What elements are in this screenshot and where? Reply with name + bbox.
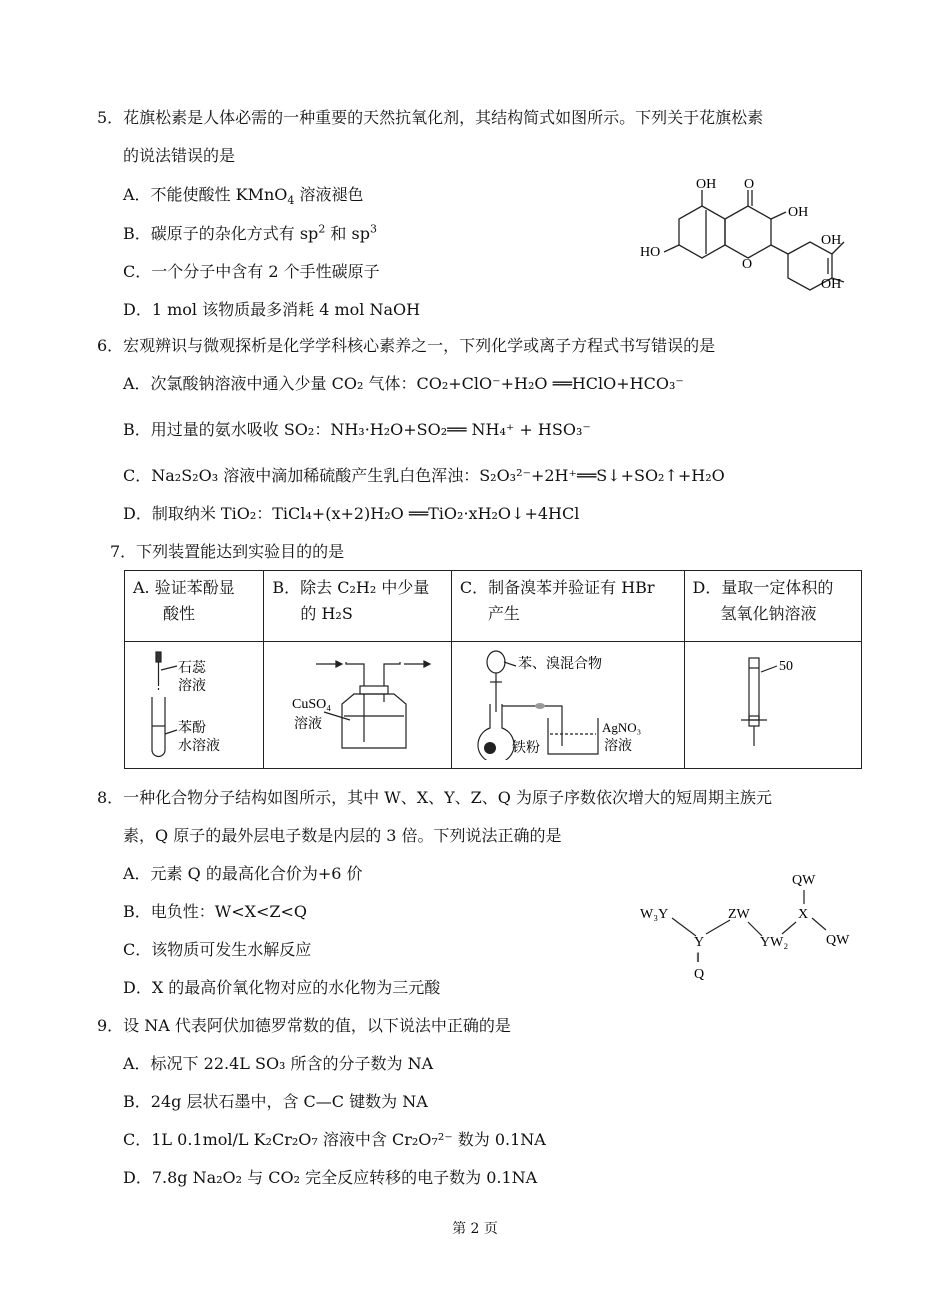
q8-label-yw2: YW₂ <box>760 935 789 950</box>
q8-label-qw-right: QW <box>826 933 850 948</box>
page-number: 第 2 页 <box>452 1221 498 1237</box>
q7-c-label-mixture: 苯、溴混合物 <box>517 657 602 672</box>
q6-option-b: B．用过量的氨水吸收 SO₂：NH₃·H₂O+SO₂══ NH₄⁺ + HSO₃⁻ <box>123 420 591 439</box>
q6-option-a: A．次氯酸钠溶液中通入少量 CO₂ 气体：CO₂+ClO⁻+H₂O ══HClO+HCO₃⁻ <box>123 374 684 393</box>
q9-stem: 9．设 NA 代表阿伏加德罗常数的值，以下说法中正确的是 <box>97 1016 511 1035</box>
q7-a-label-aqueous: 水溶液 <box>178 739 220 754</box>
q7-figure-a-drawing <box>125 642 263 760</box>
q9-option-c: C．1L 0.1mol/L K₂Cr₂O₇ 溶液中含 Cr₂O₇²⁻ 数为 0.1NA <box>123 1130 546 1149</box>
q7-figure-a <box>125 642 264 769</box>
q8-label-zw: ZW <box>728 907 750 922</box>
q5-benzene-ring-a <box>679 206 725 258</box>
q9-option-d: D．7.8g Na₂O₂ 与 CO₂ 完全反应转移的电子数为 0.1NA <box>123 1168 538 1187</box>
q5-option-a: A．不能使酸性 KMnO$_4$ 溶液褪色 <box>123 185 364 208</box>
q8-label-qw-top: QW <box>792 873 816 888</box>
q8-label-y: Y <box>694 935 705 950</box>
q6-option-c: C．Na₂S₂O₃ 溶液中滴加稀硫酸产生乳白色浑浊：S₂O₃²⁻+2H⁺══S↓+SO₂↑+H₂O <box>123 466 725 485</box>
q7-header-b: B．除去 C₂H₂ 中少量 的 H₂S <box>264 571 452 642</box>
q5-option-b: B．碳原子的杂化方式有 $sp^2$ 和 $sp^3$ <box>123 222 377 243</box>
q9-option-b: B．24g 层状石墨中，含 C—C 键数为 NA <box>123 1092 428 1111</box>
q6-stem: 6．宏观辨识与微观探析是化学学科核心素养之一，下列化学或离子方程式书写错误的是 <box>97 336 716 355</box>
q7-apparatus-table <box>124 570 862 769</box>
q8-label-q: Q <box>694 967 705 982</box>
q7-a-label-phenol: 苯酚 <box>178 721 206 736</box>
q7-d-label-50: 50 <box>778 659 793 674</box>
q7-figure-c-drawing <box>452 642 683 760</box>
q7-header-c: C．制备溴苯并验证有 HBr 产生 <box>451 571 684 642</box>
q5-option-c: C．一个分子中含有 2 个手性碳原子 <box>123 262 380 281</box>
q7-c-label-iron: 铁粉 <box>511 741 540 756</box>
q8-option-b: B．电负性：W<X<Z<Q <box>123 902 308 921</box>
q5-pyranone-ring <box>725 206 771 258</box>
q7-c-label-agno3: AgNO₃ <box>601 720 642 735</box>
q8-structure-figure <box>636 866 866 986</box>
q8-stem-line2: 素，Q 原子的最外层电子数是内层的 3 倍。下列说法正确的是 <box>123 826 562 845</box>
q5-label-ho: HO <box>640 245 661 260</box>
q5-label-oh4: OH <box>821 277 842 292</box>
q7-figure-b-drawing <box>264 642 450 760</box>
q7-a-label-litmus: 石蕊 <box>178 661 206 676</box>
q7-figure-d <box>684 642 862 769</box>
q7-c-label-solution: 溶液 <box>603 739 632 754</box>
q5-label-oh3: OH <box>821 233 842 248</box>
q5-stem-line1: 5．花旗松素是人体必需的一种重要的天然抗氧化剂，其结构简式如图所示。下列关于花旗松素 <box>97 108 764 127</box>
q7-stem: 7．下列装置能达到实验目的的是 <box>110 542 345 561</box>
q7-a-label-solution: 溶液 <box>178 679 206 694</box>
q7-b-label-cuso4: CuSO₄ <box>292 697 332 712</box>
q5-stem-line2: 的说法错误的是 <box>123 146 236 165</box>
q8-label-x: X <box>798 907 809 922</box>
q5-label-o-keto: O <box>744 177 755 192</box>
q8-label-double-bond: ‖ <box>696 951 700 966</box>
q7-header-a: A. 验证苯酚显 酸性 <box>125 571 264 642</box>
q7-b-label-solution: 溶液 <box>294 717 323 732</box>
q9-option-a: A．标况下 22.4L SO₃ 所含的分子数为 NA <box>123 1054 434 1073</box>
q8-option-c: C．该物质可发生水解反应 <box>123 940 312 959</box>
q5-label-o-ring: O <box>742 257 753 272</box>
q8-stem-line1: 8．一种化合物分子结构如图所示，其中 W、X、Y、Z、Q 为原子序数依次增大的短周期主族元 <box>97 788 772 807</box>
q8-option-a: A．元素 Q 的最高化合价为+6 价 <box>123 864 363 883</box>
q5-option-d: D．1 mol 该物质最多消耗 4 mol NaOH <box>123 300 421 319</box>
q8-label-w3y: W₃Y <box>640 907 669 922</box>
q5-structure-figure <box>640 172 860 298</box>
q7-figure-d-drawing <box>685 642 861 760</box>
q7-figure-b <box>264 642 452 769</box>
q7-header-d: D．量取一定体积的 氢氧化钠溶液 <box>684 571 862 642</box>
q8-option-d: D．X 的最高价氧化物对应的水化物为三元酸 <box>123 978 441 997</box>
q5-label-oh1: OH <box>696 177 717 192</box>
q5-label-oh2: OH <box>788 205 809 220</box>
q7-figure-c <box>451 642 684 769</box>
q6-option-d: D．制取纳米 TiO₂：TiCl₄+(x+2)H₂O ══TiO₂·xH₂O↓+4HCl <box>123 504 580 523</box>
